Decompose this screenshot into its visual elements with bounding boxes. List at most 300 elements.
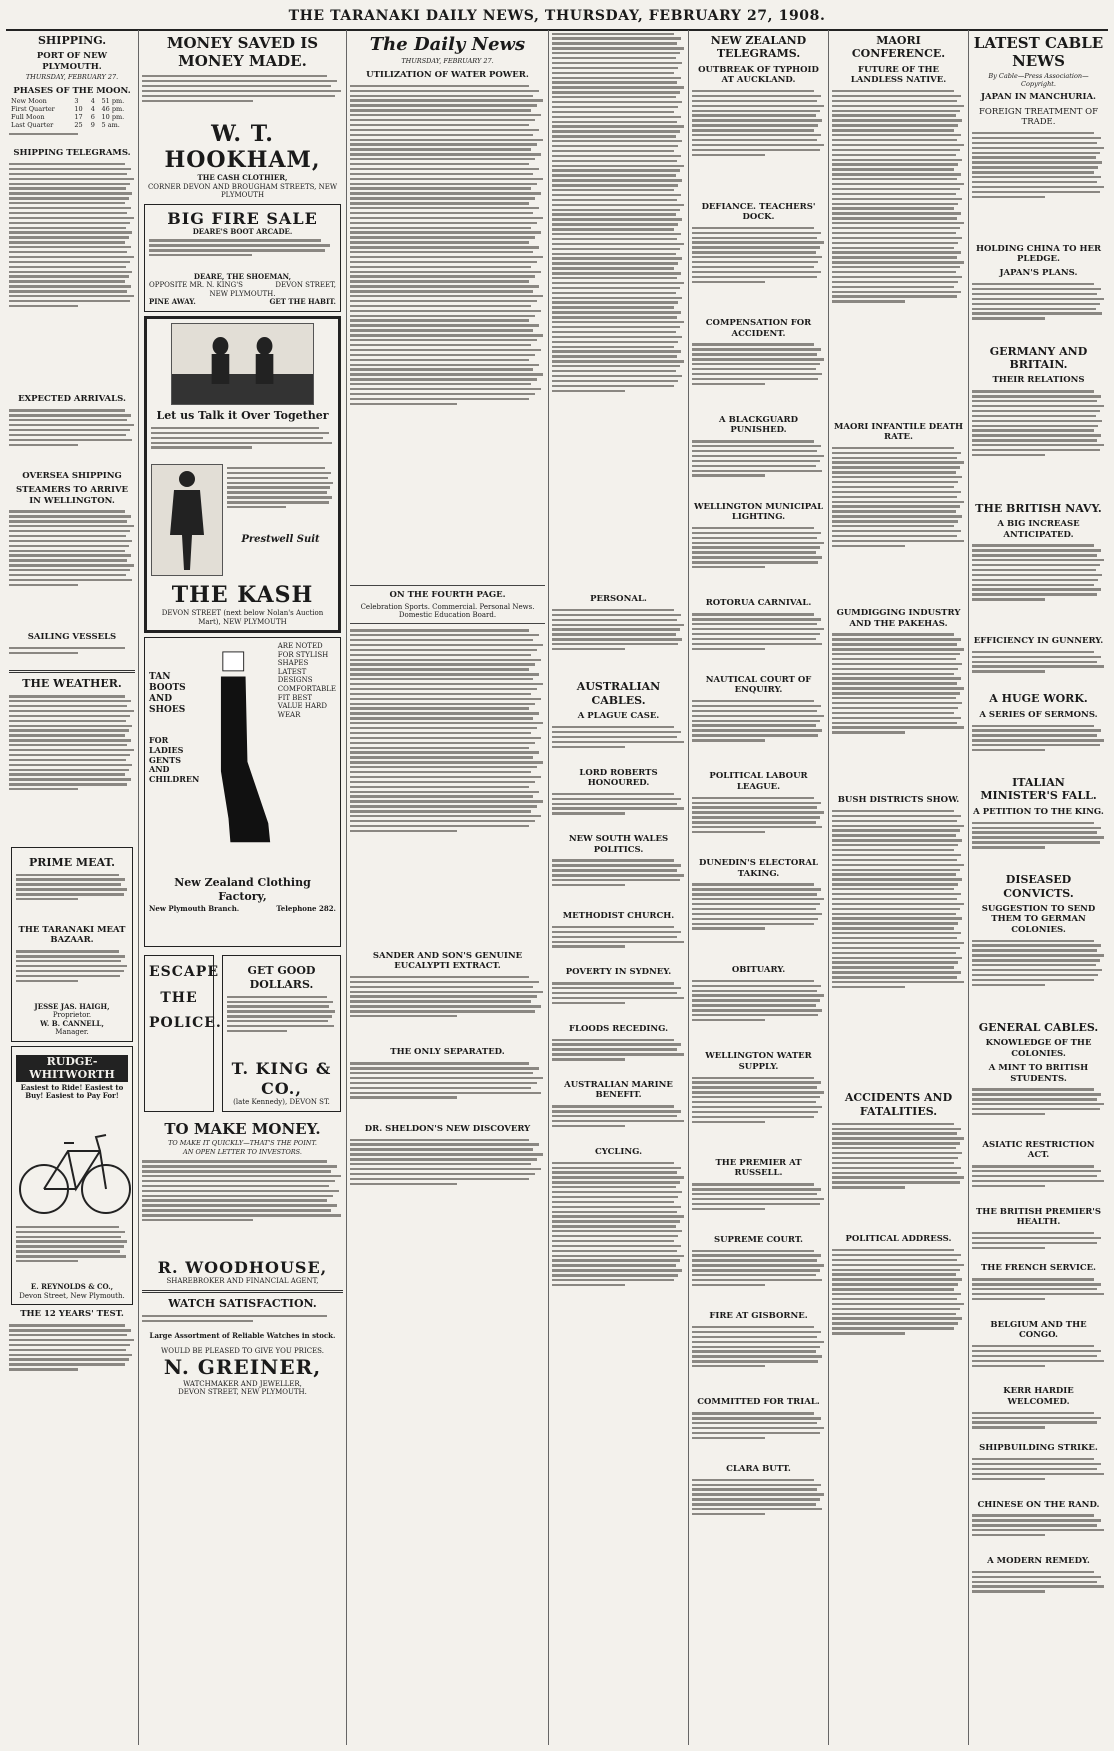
text-line <box>9 535 126 537</box>
text-line <box>227 996 327 998</box>
text-line <box>552 1255 684 1257</box>
text-line <box>350 109 531 111</box>
text-line <box>972 186 1104 188</box>
navy-sub: A BIG INCREASE ANTICIPATED. <box>997 519 1080 540</box>
text-line <box>9 710 134 712</box>
text-line <box>692 797 814 799</box>
text-line <box>692 1432 820 1434</box>
text-line <box>142 1214 341 1216</box>
moon-cell: 3 <box>74 97 79 106</box>
text-line <box>552 638 682 640</box>
text-line <box>832 261 964 263</box>
text-line <box>832 447 954 449</box>
text-line <box>972 308 1096 310</box>
text-line <box>552 1269 682 1271</box>
text-line <box>692 883 814 885</box>
text-line <box>552 77 681 79</box>
prestwell-suit-illustration <box>151 464 223 576</box>
text-line <box>552 365 680 367</box>
text-line <box>350 663 535 665</box>
text-line <box>552 135 676 137</box>
column-cable-news <box>968 30 1108 1745</box>
text-line <box>552 1120 684 1122</box>
text-line <box>9 734 125 736</box>
kerr-hardie-heading: KERR HARDIE WELCOMED. <box>1003 1386 1074 1407</box>
text-line <box>552 33 674 35</box>
text-line <box>552 884 625 886</box>
text-line <box>692 1259 817 1261</box>
water-heading: WELLINGTON WATER SUPPLY. <box>705 1051 812 1072</box>
premier-health-heading: THE BRITISH PREMIER'S HEALTH. <box>975 1206 1102 1227</box>
text-line <box>16 1250 120 1252</box>
text-line <box>972 410 1100 412</box>
text-line <box>972 588 1101 590</box>
text-line <box>552 155 681 157</box>
text-line <box>350 329 533 331</box>
text-line <box>552 174 676 176</box>
text-line <box>552 1215 684 1217</box>
cycling-heading: CYCLING. <box>594 1146 643 1157</box>
text-line <box>142 85 331 87</box>
text-line <box>692 566 765 568</box>
text-line <box>692 276 817 278</box>
tide-text <box>9 130 135 144</box>
text-line <box>350 246 539 248</box>
text-line <box>552 931 681 933</box>
text-line <box>832 1181 960 1183</box>
text-line <box>350 134 533 136</box>
sander-heading: SANDER AND SON'S GENUINE EUCALYPTI EXTRACT. <box>372 950 523 972</box>
text-line <box>552 1235 678 1237</box>
fire-sale-title: BIG FIRE SALE <box>167 208 318 228</box>
text-line <box>972 439 1097 441</box>
text-line <box>692 1326 814 1328</box>
text-line <box>552 238 677 240</box>
text-line <box>9 720 126 722</box>
navy-heading: THE BRITISH NAVY. <box>975 501 1102 515</box>
text-line <box>552 72 674 74</box>
text-line <box>149 249 325 251</box>
fire-sale-sub: DEARE'S BOOT ARCADE. <box>192 227 293 237</box>
text-line <box>552 86 684 88</box>
bicycle-illustration <box>16 1101 134 1221</box>
text-line <box>972 1581 1097 1583</box>
text-line <box>9 1349 126 1351</box>
text-line <box>832 668 958 670</box>
text-line <box>832 505 960 507</box>
text-line <box>9 564 134 566</box>
text-line <box>16 980 78 982</box>
text-line <box>9 300 130 302</box>
text-line <box>552 160 677 162</box>
text-line <box>350 981 539 983</box>
text-line <box>692 1254 821 1256</box>
text-line <box>832 198 962 200</box>
text-line <box>350 207 539 209</box>
text-line <box>972 1576 1101 1578</box>
text-line <box>972 665 1104 667</box>
text-line <box>692 1203 820 1205</box>
text-line <box>832 291 961 293</box>
text-line <box>552 321 684 323</box>
text-line <box>16 1231 125 1233</box>
text-line <box>350 1072 533 1074</box>
column-maori-conference <box>828 30 968 1745</box>
text-line <box>552 982 674 984</box>
text-line <box>9 515 131 517</box>
text-line <box>350 659 541 661</box>
text-line <box>692 100 817 102</box>
text-line <box>350 991 543 993</box>
text-line <box>9 652 78 654</box>
text-line <box>552 287 680 289</box>
text-line <box>227 482 333 484</box>
greiner-name: N. GREINER, <box>163 1355 322 1380</box>
hb-tan-label: TAN BOOTS AND SHOES <box>149 672 186 716</box>
text-line <box>832 207 954 209</box>
text-line <box>9 241 125 243</box>
text-line <box>227 1010 335 1012</box>
reynolds-name: E. REYNOLDS & CO., <box>30 1282 114 1292</box>
text-line <box>9 444 78 446</box>
fourth-page-heading: ON THE FOURTH PAGE. <box>389 590 506 601</box>
text-line <box>972 593 1097 595</box>
poverty-heading: POVERTY IN SYDNEY. <box>565 967 672 978</box>
text-line <box>552 121 677 123</box>
text-line <box>832 1132 957 1134</box>
text-line <box>350 781 535 783</box>
text-line <box>832 878 962 880</box>
text-line <box>552 350 681 352</box>
cable-news-heading: LATEST CABLE NEWS <box>973 34 1104 71</box>
text-line <box>552 746 625 748</box>
text-line <box>9 1329 131 1331</box>
text-line <box>692 898 824 900</box>
text-line <box>9 202 125 204</box>
text-line <box>972 1571 1094 1573</box>
text-line <box>350 786 529 788</box>
text-line <box>972 944 1101 946</box>
text-line <box>350 747 529 749</box>
text-line <box>227 1001 333 1003</box>
text-line <box>350 1163 531 1165</box>
text-line <box>552 1002 625 1004</box>
petition-heading: A PETITION TO THE KING. <box>973 806 1104 817</box>
text-line <box>832 1283 958 1285</box>
obituary-heading: OBITUARY. <box>731 964 786 975</box>
text-line <box>692 455 824 457</box>
text-line <box>552 282 684 284</box>
text-line <box>552 306 674 308</box>
text-line <box>832 222 964 224</box>
text-line <box>692 806 817 808</box>
text-line <box>350 1153 543 1155</box>
text-line <box>692 154 765 156</box>
text-line <box>692 893 817 895</box>
text-line <box>692 1091 824 1093</box>
text-line <box>552 218 682 220</box>
text-line <box>692 734 818 736</box>
text-line <box>9 227 126 229</box>
text-line <box>350 368 533 370</box>
asiatic-heading: ASIATIC RESTRICTION ACT. <box>982 1139 1095 1161</box>
text-line <box>972 734 1097 736</box>
text-line <box>972 420 1102 422</box>
text-line <box>832 476 962 478</box>
text-line <box>972 156 1096 158</box>
escape-title: ESCAPE THE POLICE. <box>149 964 222 1031</box>
text-line <box>350 766 537 768</box>
text-line <box>552 793 674 795</box>
text-line <box>972 656 1101 658</box>
text-line <box>692 1208 765 1210</box>
text-line <box>552 1250 677 1252</box>
text-line <box>972 1108 1100 1110</box>
text-line <box>972 1293 1104 1295</box>
text-line <box>151 446 252 448</box>
deare-street: DEVON STREET, <box>275 281 336 290</box>
newspaper-page <box>6 6 1108 1745</box>
text-line <box>350 805 537 807</box>
text-line <box>972 574 1102 576</box>
text-line <box>552 803 677 805</box>
text-line <box>552 926 674 928</box>
text-line <box>832 540 964 542</box>
text-line <box>350 1096 457 1098</box>
text-line <box>692 470 822 472</box>
text-line <box>9 540 132 542</box>
moon-cell: 10 <box>74 105 83 114</box>
text-line <box>350 1000 531 1002</box>
text-line <box>832 849 954 851</box>
text-line <box>692 811 824 813</box>
text-line <box>350 732 531 734</box>
relations-heading: THEIR RELATIONS <box>992 375 1085 386</box>
text-line <box>972 293 1097 295</box>
text-line <box>972 288 1101 290</box>
text-line <box>692 913 822 915</box>
text-line <box>9 1324 125 1326</box>
text-line <box>552 380 678 382</box>
rudge-sub: Easiest to Ride! Easiest to Buy! Easiest to Pay For! <box>20 1082 124 1101</box>
text-line <box>832 643 957 645</box>
text-line <box>972 1247 1045 1249</box>
text-line <box>227 506 286 508</box>
text-line <box>832 908 960 910</box>
text-line <box>972 1421 1097 1423</box>
text-line <box>149 254 252 256</box>
text-line <box>692 1077 814 1079</box>
text-line <box>350 668 529 670</box>
text-line <box>972 1468 1097 1470</box>
text-line <box>350 698 541 700</box>
text-line <box>552 248 680 250</box>
text-line <box>832 1259 957 1261</box>
weather-text <box>9 693 135 843</box>
text-line <box>9 569 130 571</box>
text-line <box>692 821 816 823</box>
text-line <box>692 110 820 112</box>
steamers-text <box>9 508 135 628</box>
text-line <box>552 297 682 299</box>
text-line <box>350 1010 535 1012</box>
text-line <box>552 292 676 294</box>
woodhouse-name: R. WOODHOUSE, <box>157 1257 328 1277</box>
text-line <box>832 825 964 827</box>
steamers-heading: STEAMERS TO ARRIVE IN WELLINGTON. <box>15 485 129 506</box>
text-line <box>552 992 677 994</box>
text-line <box>350 197 535 199</box>
text-line <box>832 913 956 915</box>
text-line <box>972 1345 1094 1347</box>
marine-heading: AUSTRALIAN MARINE BENEFIT. <box>564 1080 673 1101</box>
text-line <box>350 192 541 194</box>
text-line <box>692 729 822 731</box>
text-line <box>9 207 131 209</box>
text-line <box>832 1327 954 1329</box>
dollars-title: GET GOOD DOLLARS. <box>247 964 316 991</box>
text-line <box>832 295 957 297</box>
labour-heading: POLITICAL LABOUR LEAGUE. <box>709 771 808 792</box>
text-line <box>972 390 1094 392</box>
text-line <box>832 966 954 968</box>
text-line <box>972 1524 1097 1526</box>
text-line <box>350 761 543 763</box>
text-line <box>832 932 961 934</box>
text-line <box>350 168 539 170</box>
text-line <box>552 941 684 943</box>
text-line <box>832 937 957 939</box>
text-line <box>350 85 529 87</box>
typhoid-heading: OUTBREAK OF TYPHOID AT AUCKLAND. <box>698 64 819 86</box>
text-line <box>552 116 681 118</box>
text-line <box>552 262 678 264</box>
text-line <box>692 537 817 539</box>
personal-heading: PERSONAL. <box>590 594 647 604</box>
text-line <box>9 749 134 751</box>
text-line <box>832 1123 954 1125</box>
text-line <box>692 1111 818 1113</box>
text-line <box>9 261 130 263</box>
text-line <box>552 945 625 947</box>
gisborne-heading: FIRE AT GISBORNE. <box>709 1311 808 1322</box>
hb-features: ARE NOTED FOR STYLISH SHAPES LATEST DESIGNS COMFORTABLE FIT BEST VALUE HARD WEAR <box>277 642 336 719</box>
text-line <box>350 398 529 400</box>
text-line <box>832 726 964 728</box>
china-heading: HOLDING CHINA TO HER PLEDGE. <box>975 243 1102 264</box>
text-line <box>350 373 543 375</box>
text-line <box>692 378 818 380</box>
text-line <box>350 295 543 297</box>
text-line <box>142 1160 327 1162</box>
text-line <box>16 950 119 952</box>
text-line <box>832 90 954 92</box>
masthead: THE TARANAKI DAILY NEWS, THURSDAY, FEBRUARY 27, 1908. <box>6 6 1108 31</box>
text-line <box>9 739 131 741</box>
text-line <box>350 227 531 229</box>
text-line <box>832 471 956 473</box>
twelve-years-heading: THE 12 YEARS' TEST. <box>20 1309 124 1320</box>
text-line <box>350 388 541 390</box>
text-line <box>9 251 127 253</box>
text-line <box>227 1005 329 1007</box>
text-line <box>9 1344 130 1346</box>
text-line <box>151 427 319 429</box>
text-line <box>832 276 962 278</box>
text-line <box>552 1279 674 1281</box>
text-line <box>692 1417 821 1419</box>
text-line <box>552 81 677 83</box>
text-line <box>9 759 126 761</box>
text-line <box>972 564 1100 566</box>
text-line <box>832 247 954 249</box>
escape-police-ad <box>144 955 222 1111</box>
mint-heading: A MINT TO BRITISH STUDENTS. <box>988 1063 1089 1084</box>
text-line <box>9 545 129 547</box>
text-line <box>9 579 132 581</box>
text-line <box>350 129 539 131</box>
text-line <box>692 465 816 467</box>
text-line <box>552 609 674 611</box>
text-line <box>972 196 1045 198</box>
text-line <box>142 1204 337 1206</box>
text-line <box>692 1498 820 1500</box>
text-line <box>972 147 1104 149</box>
text-line <box>832 159 962 161</box>
text-line <box>552 233 681 235</box>
text-line <box>350 183 537 185</box>
text-line <box>552 140 682 142</box>
text-line <box>832 834 956 836</box>
text-line <box>832 1298 957 1300</box>
text-line <box>16 878 125 880</box>
text-line <box>552 1191 682 1193</box>
text-line <box>832 712 954 714</box>
text-line <box>552 37 681 39</box>
text-line <box>552 1048 677 1050</box>
text-line <box>692 266 814 268</box>
text-line <box>350 727 537 729</box>
text-line <box>350 722 543 724</box>
text-line <box>832 1313 956 1315</box>
text-line <box>350 693 531 695</box>
text-line <box>832 486 954 488</box>
text-line <box>692 1336 817 1338</box>
text-line <box>227 1030 287 1032</box>
text-line <box>972 729 1101 731</box>
text-line <box>9 1339 134 1341</box>
text-line <box>350 751 539 753</box>
huge-work-heading: A HUGE WORK. <box>989 692 1088 706</box>
text-line <box>972 559 1104 561</box>
death-rate-heading: MAORI INFANTILE DEATH RATE. <box>833 421 964 442</box>
text-line <box>972 303 1100 305</box>
text-line <box>9 788 78 790</box>
text-line <box>9 183 130 185</box>
text-line <box>350 275 535 277</box>
text-line <box>832 942 964 944</box>
text-line <box>832 869 960 871</box>
shipping-telegrams-heading: SHIPPING TELEGRAMS. <box>13 148 131 159</box>
text-line <box>350 795 533 797</box>
text-line <box>350 1067 539 1069</box>
moon-cell: Full Moon <box>11 113 45 122</box>
text-line <box>832 859 957 861</box>
text-line <box>16 1260 78 1262</box>
watch-pleased: WOULD BE PLEASED TO GIVE YOU PRICES. <box>161 1346 324 1355</box>
text-line <box>692 353 817 355</box>
text-line <box>552 1240 674 1242</box>
